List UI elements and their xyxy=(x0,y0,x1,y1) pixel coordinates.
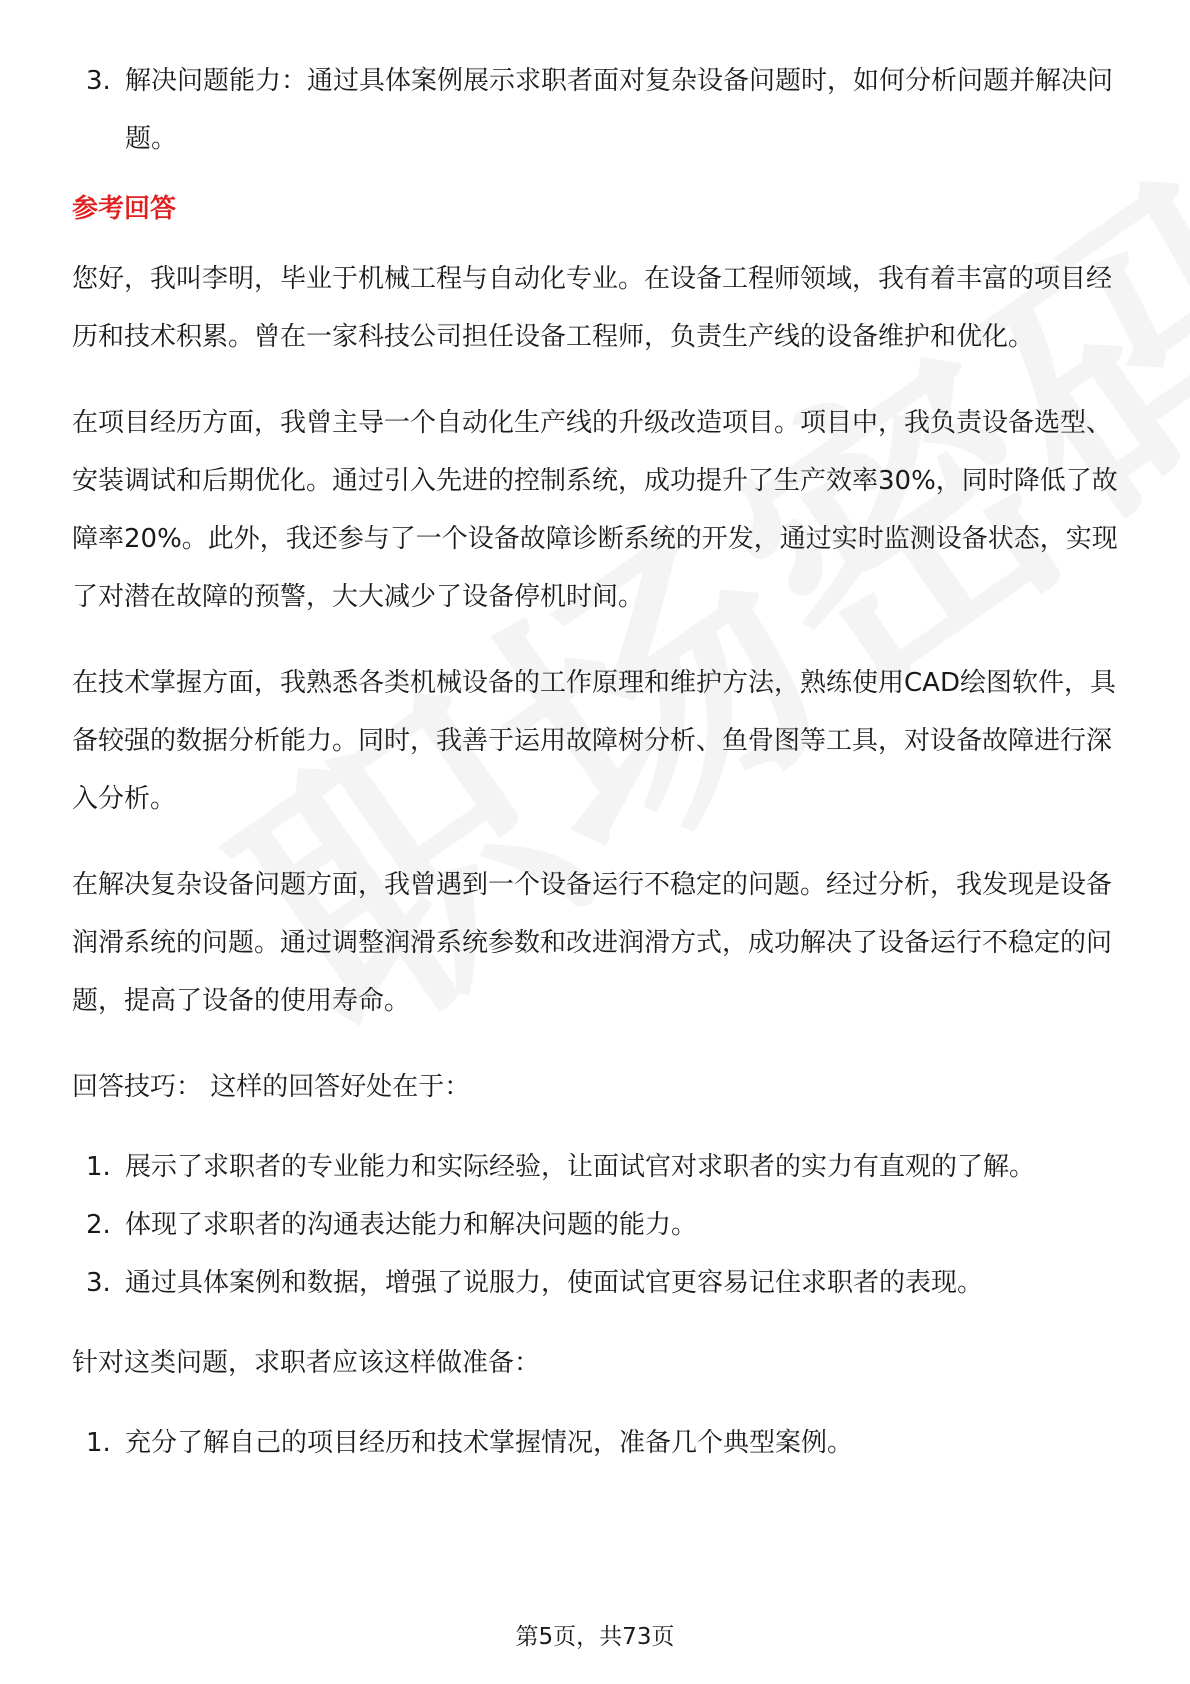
list-item xyxy=(72,52,1118,168)
list-item xyxy=(72,1254,1118,1312)
list-item xyxy=(72,1196,1118,1254)
list-number: 2. xyxy=(86,1210,111,1240)
document-body xyxy=(72,52,1118,1472)
list-text: 展示了求职者的专业能力和实际经验，让面试官对求职者的实力有直观的了解。 xyxy=(125,1152,1036,1182)
paragraph: 在项目经历方面，我曾主导一个自动化生产线的升级改造项目。项目中，我负责设备选型、安装调试和后期优化。通过引入先进的控制系统，成功提升了生产效率30%，同时降低了故障率20%。此外，我还参与了一个设备故障诊断系统的开发，通过实时监测设备状态，实现了对潜在故障的预警，大大减少了设备停机时间。 xyxy=(72,408,1118,612)
list-number: 3. xyxy=(86,1268,111,1298)
list-text: 充分了解自己的项目经历和技术掌握情况，准备几个典型案例。 xyxy=(125,1428,854,1458)
section-heading: 参考回答 xyxy=(72,194,177,224)
list-text: 通过具体案例和数据，增强了说服力，使面试官更容易记住求职者的表现。 xyxy=(125,1268,984,1298)
paragraph: 您好，我叫李明，毕业于机械工程与自动化专业。在设备工程师领域，我有着丰富的项目经历和技术积累。曾在一家科技公司担任设备工程师，负责生产线的设备维护和优化。 xyxy=(72,264,1113,352)
list-number: 1. xyxy=(86,1428,111,1458)
prep-intro: 针对这类问题，求职者应该这样做准备： xyxy=(72,1348,541,1378)
list-text: 体现了求职者的沟通表达能力和解决问题的能力。 xyxy=(125,1210,698,1240)
list-text: 解决问题能力：通过具体案例展示求职者面对复杂设备问题时，如何分析问题并解决问题。 xyxy=(125,66,1114,154)
list-number: 1. xyxy=(86,1152,111,1182)
list-item xyxy=(72,1138,1118,1196)
list-item xyxy=(72,1414,1118,1472)
paragraph: 在解决复杂设备问题方面，我曾遇到一个设备运行不稳定的问题。经过分析，我发现是设备润滑系统的问题。通过调整润滑系统参数和改进润滑方式，成功解决了设备运行不稳定的问题，提高了设备的使用寿命。 xyxy=(72,870,1113,1016)
tips-intro: 回答技巧： 这样的回答好处在于： xyxy=(72,1072,471,1102)
list-number: 3. xyxy=(86,66,111,96)
page-footer: 第5页，共73页 xyxy=(515,1624,675,1650)
paragraph: 在技术掌握方面，我熟悉各类机械设备的工作原理和维护方法，熟练使用CAD绘图软件，具备较强的数据分析能力。同时，我善于运用故障树分析、鱼骨图等工具，对设备故障进行深入分析。 xyxy=(72,668,1116,814)
